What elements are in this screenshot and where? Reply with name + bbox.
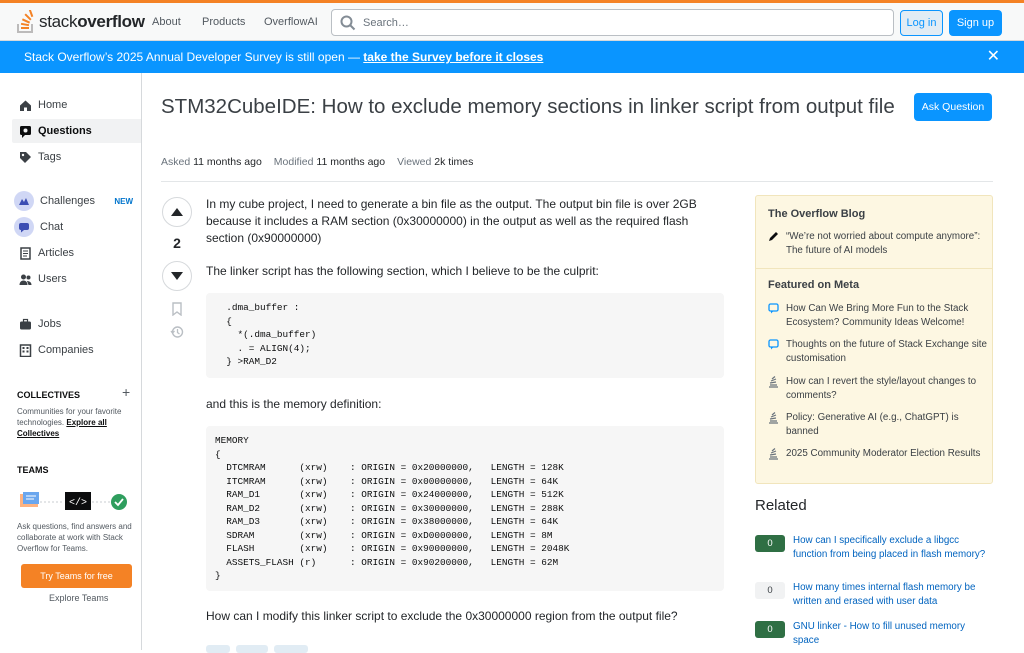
related-link[interactable]: GNU linker - How to fill unused memory space	[793, 621, 966, 646]
related-link[interactable]: How many times internal flash memory be written and erased with user data	[793, 582, 976, 607]
new-badge: NEW	[114, 196, 133, 206]
post-paragraph: In my cube project, I need to generate a bin file as the output. The output bin file is over 2GB because it includes a RAM section (0x30000000) in the output as well as the required flash section (0x90000000)	[206, 197, 697, 245]
search-icon	[339, 14, 357, 32]
code-block-dma-buffer: .dma_buffer : { *(.dma_buffer) . = ALIGN(4); } >RAM_D2	[206, 293, 724, 378]
search-placeholder: Search…	[363, 16, 409, 29]
sidebar-item-label: Articles	[38, 247, 75, 259]
meta-item-text: Thoughts on the future of Stack Exchange site customisation	[786, 339, 987, 364]
try-teams-button[interactable]: Try Teams for free	[21, 564, 132, 588]
viewed-value: 2k times	[434, 156, 474, 168]
modified-label: Modified	[273, 156, 314, 168]
stack-exchange-icon	[768, 375, 786, 402]
meta-item-text: 2025 Community Moderator Election Results	[786, 448, 981, 459]
blog-item[interactable]	[768, 230, 988, 257]
sidebar-item-label: Tags	[38, 151, 62, 163]
sidebar-item-articles[interactable]	[12, 241, 141, 265]
meta-item-text: How Can We Bring More Fun to the Stack Ecosystem? Community Ideas Welcome!	[786, 303, 969, 328]
meta-item[interactable]	[768, 302, 988, 329]
top-bar	[0, 0, 1024, 41]
login-button[interactable]: Log in	[900, 10, 943, 36]
teams-description: Ask questions, find answers and collaborate at work with Stack Overflow for Teams.	[17, 522, 132, 553]
tag[interactable]	[206, 645, 230, 653]
related-item[interactable]	[755, 534, 993, 561]
sidebar-item-label: Challenges	[40, 195, 96, 207]
collectives-text: Communities for your favorite technologies.	[17, 407, 122, 427]
modified-value[interactable]: 11 months ago	[316, 156, 386, 168]
related-title: Related	[755, 497, 807, 514]
sidebar-item-companies[interactable]	[12, 338, 141, 362]
blog-item-text: “We’re not worried about compute anymore”: The future of AI models	[786, 231, 981, 256]
sidebar-item-home[interactable]	[12, 93, 141, 117]
related-item[interactable]	[755, 620, 993, 647]
close-icon[interactable]: ✕	[986, 48, 1000, 65]
tag[interactable]	[236, 645, 268, 653]
sidebar-item-chat[interactable]	[12, 215, 141, 239]
blog-divider	[756, 268, 992, 269]
articles-icon	[18, 246, 32, 260]
upvote-arrow-icon	[171, 208, 183, 216]
post-paragraph: How can I modify this linker script to exclude the 0x30000000 region from the output file?	[206, 609, 678, 623]
downvote-arrow-icon	[171, 272, 183, 280]
code-block-memory: MEMORY { DTCMRAM (xrw) : ORIGIN = 0x20000000, LENGTH = 128K ITCMRAM (xrw) : ORIGIN = 0x00000000, LENGTH = 64K RAM_D1 (xrw) : ORIGIN = 0x24000000, LENGTH = 512K RAM_D2 (xrw) : ORIGIN = 0x30000000, LENGTH = 288K RAM_D3 (xrw) : ORIGIN = 0x38000000, LENGTH = 64K SDRAM (xrw) : ORIGIN = 0xD0000000, LENGTH = 8M FLASH (xrw) : ORIGIN = 0x90000000, LENGTH = 2048K ASSETS_FLASH (r) : ORIGIN = 0x90200000, LENGTH = 62M }	[206, 426, 724, 591]
sidebar-item-questions[interactable]	[12, 119, 141, 143]
chat-bubble-icon	[768, 302, 786, 329]
vote-count: 2	[173, 235, 181, 251]
logo-text-light: stack	[39, 12, 78, 31]
ask-question-button[interactable]: Ask Question	[914, 93, 992, 121]
sidebar-item-label: Questions	[38, 125, 92, 137]
question-meta	[161, 156, 473, 168]
post-paragraph: The linker script has the following section, which I believe to be the culprit:	[206, 264, 599, 278]
asked-label: Asked	[161, 156, 191, 168]
search-input[interactable]	[331, 9, 894, 36]
chat-icon	[14, 217, 34, 237]
answer-score-badge: 0	[755, 535, 785, 552]
overflow-blog-widget	[755, 195, 993, 484]
meta-item[interactable]	[768, 375, 988, 402]
history-icon[interactable]	[170, 325, 184, 339]
banner-survey-link[interactable]: take the Survey before it closes	[363, 50, 544, 64]
survey-banner	[0, 41, 1024, 73]
sidebar-item-tags[interactable]	[12, 145, 141, 169]
header-divider	[161, 181, 993, 182]
questions-icon	[18, 124, 32, 138]
viewed-label: Viewed	[397, 156, 432, 168]
explore-collectives-link[interactable]: Explore all Collectives	[17, 418, 107, 438]
related-item[interactable]	[755, 581, 993, 608]
sidebar-item-label: Chat	[40, 221, 64, 233]
add-collective-icon[interactable]: +	[122, 384, 131, 400]
tag-icon	[18, 150, 32, 164]
tag-list	[206, 645, 308, 653]
collectives-title: COLLECTIVES	[17, 390, 81, 400]
sidebar-item-label: Home	[38, 99, 68, 111]
teams-illustration	[20, 492, 130, 512]
downvote-button[interactable]	[162, 261, 192, 291]
svg-text:</>: </>	[68, 498, 88, 509]
nav-about[interactable]: About	[152, 16, 181, 28]
answer-score-badge: 0	[755, 621, 785, 638]
logo-text-bold: overflow	[77, 12, 145, 31]
sidebar-item-label: Jobs	[38, 318, 62, 330]
stack-exchange-icon	[768, 411, 786, 438]
chat-bubble-icon	[768, 338, 786, 365]
sidebar-item-challenges[interactable]	[12, 189, 141, 213]
upvote-button[interactable]	[162, 197, 192, 227]
pencil-icon	[768, 230, 786, 257]
meta-item[interactable]	[768, 447, 988, 465]
meta-item[interactable]	[768, 411, 988, 438]
tag[interactable]	[274, 645, 308, 653]
companies-icon	[18, 343, 32, 357]
sidebar-item-label: Companies	[38, 344, 94, 356]
bookmark-icon[interactable]	[170, 302, 184, 316]
sidebar-item-jobs[interactable]	[12, 312, 141, 336]
stackoverflow-logo[interactable]	[16, 7, 145, 37]
explore-teams-link[interactable]: Explore Teams	[49, 593, 109, 603]
answer-score-badge: 0	[755, 582, 785, 599]
meta-item-text: Policy: Generative AI (e.g., ChatGPT) is banned	[786, 412, 959, 437]
challenges-icon	[14, 191, 34, 211]
related-link[interactable]: How can I specifically exclude a libgcc function from being placed in flash memory?	[793, 535, 986, 560]
question-title[interactable]: STM32CubeIDE: How to exclude memory sections in linker script from output file	[161, 95, 895, 118]
meta-title: Featured on Meta	[768, 279, 860, 291]
jobs-icon	[18, 317, 32, 331]
sidebar-item-label: Users	[38, 273, 67, 285]
post-paragraph: and this is the memory definition:	[206, 397, 382, 411]
nav-products[interactable]: Products	[202, 16, 246, 28]
nav-overflowai[interactable]: OverflowAI	[264, 16, 318, 28]
home-icon	[18, 98, 32, 112]
meta-item[interactable]	[768, 338, 988, 365]
stack-exchange-icon	[768, 447, 786, 465]
users-icon	[18, 272, 32, 286]
teams-title: TEAMS	[17, 465, 49, 475]
collectives-description	[17, 406, 137, 439]
sidebar-item-users[interactable]	[12, 267, 141, 291]
blog-title: The Overflow Blog	[768, 208, 866, 220]
banner-text: Stack Overflow’s 2025 Annual Developer Survey is still open —	[24, 50, 364, 64]
meta-item-text: How can I revert the style/layout changes to comments?	[786, 376, 977, 401]
asked-value: 11 months ago	[193, 156, 262, 168]
stackoverflow-logo-icon	[16, 10, 36, 34]
signup-button[interactable]: Sign up	[949, 10, 1002, 36]
